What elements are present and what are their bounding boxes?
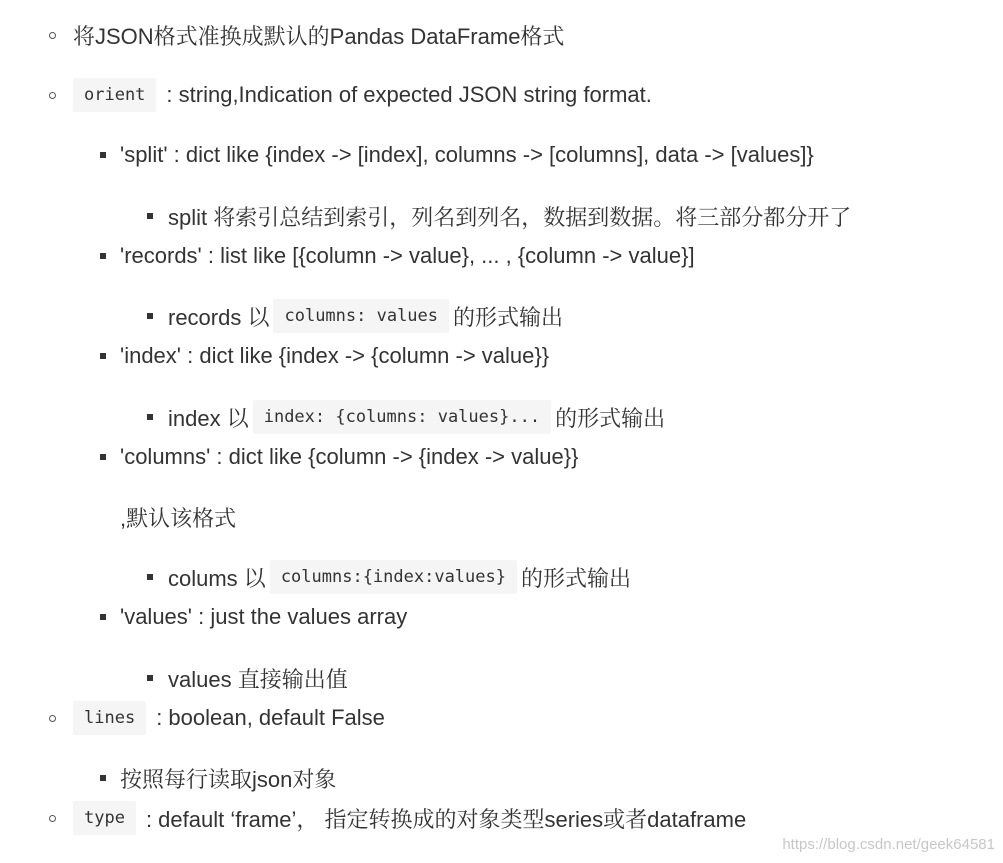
inline-code: columns: values	[273, 299, 449, 333]
circle-bullet-icon	[49, 32, 56, 39]
item-content	[73, 75, 652, 115]
item-content	[168, 557, 631, 597]
item-text: : boolean, default False	[156, 705, 385, 730]
item-content	[168, 397, 665, 437]
circle-bullet-icon	[49, 92, 56, 99]
item-content	[73, 798, 746, 838]
inline-code: index: {columns: values}...	[253, 400, 551, 434]
item-text-after: 的形式输出	[555, 405, 666, 431]
item-content	[73, 698, 385, 738]
square-bullet-icon	[147, 675, 153, 681]
square-bullet-icon	[147, 414, 153, 420]
inline-code: type	[73, 801, 136, 835]
item-text: values 直接输出值	[168, 666, 348, 692]
item-text: 将JSON格式准换成默认的Pandas DataFrame格式	[73, 23, 565, 49]
item-text-after: 的形式输出	[520, 565, 631, 591]
watermark: https://blog.csdn.net/geek64581	[782, 836, 995, 853]
inline-code: orient	[73, 78, 156, 112]
item-text: 'columns' : dict like {column -> {index -> value}}	[120, 444, 579, 469]
item-text: 'split' : dict like {index -> [index], columns -> [columns], data -> [values]}	[120, 142, 814, 167]
item-text: 'records' : list like [{column -> value}, ... , {column -> value}]	[120, 243, 695, 268]
item-text-before: records 以	[168, 304, 270, 330]
inline-code: columns:{index:values}	[270, 560, 517, 594]
square-bullet-icon	[100, 775, 106, 781]
item-text-before: index 以	[168, 405, 249, 431]
square-bullet-icon	[100, 253, 106, 259]
item-text: : default ‘frame’， 指定转换成的对象类型series或者dataframe	[145, 806, 747, 832]
square-bullet-icon	[100, 152, 106, 158]
item-text-before: colums 以	[168, 565, 266, 591]
circle-bullet-icon	[49, 815, 56, 822]
item-text: : string,Indication of expected JSON string format.	[166, 82, 652, 107]
square-bullet-icon	[147, 313, 153, 319]
item-text: split 将索引总结到索引，列名到列名，数据到数据。将三部分都分开了	[168, 204, 852, 230]
square-bullet-icon	[147, 213, 153, 219]
item-content	[168, 296, 563, 336]
square-bullet-icon	[100, 614, 106, 620]
square-bullet-icon	[100, 454, 106, 460]
item-text: 'index' : dict like {index -> {column -> value}}	[120, 343, 550, 368]
item-text: 按照每行读取json对象	[120, 766, 337, 792]
circle-bullet-icon	[49, 715, 56, 722]
inline-code: lines	[73, 701, 146, 735]
item-text-after: 的形式输出	[453, 304, 564, 330]
item-text: ,默认该格式	[120, 505, 237, 531]
item-text: 'values' : just the values array	[120, 604, 408, 629]
square-bullet-icon	[100, 353, 106, 359]
square-bullet-icon	[147, 574, 153, 580]
